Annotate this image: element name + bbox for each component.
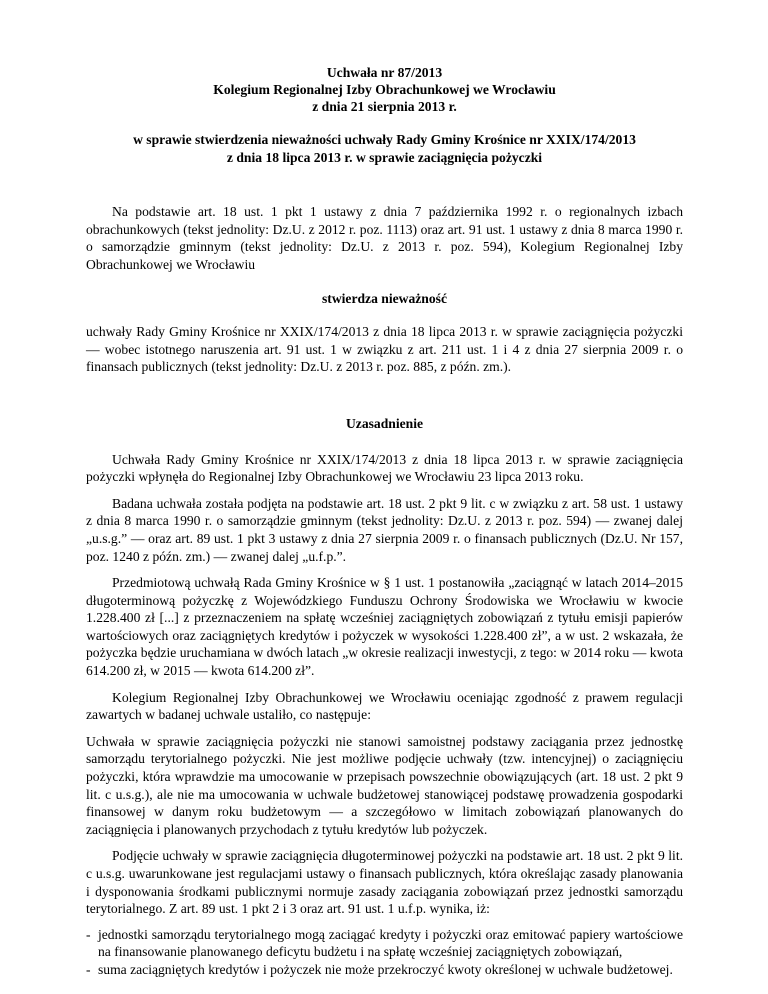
- legal-basis-paragraph: Na podstawie art. 18 ust. 1 pkt 1 ustawy z dnia 7 października 1992 r. o regionalnych izbach obrachunkowych (tekst jednolity: Dz.U. z 2012 r. poz. 1113) oraz art. 91 ust. 1 ustawy z dnia 8 marca 1990 r. o samorządzie gminnym (tekst jednolity: Dz.U. z 2013 r. poz. 594), Kolegium Regionalnej Izby Obrachunkowej we Wrocławiu: [86, 204, 683, 272]
- subject-line-2: z dnia 18 lipca 2013 r. w sprawie zaciągnięcia pożyczki: [226, 149, 543, 165]
- list-marker: -: [86, 926, 91, 942]
- issuing-body: Kolegium Regionalnej Izby Obrachunkowej we Wrocławiu: [213, 82, 556, 97]
- list-item-text: suma zaciągniętych kredytów i pożyczek nie może przekroczyć kwoty określonej w uchwale budżetowej.: [98, 961, 673, 977]
- justification-paragraph: Kolegium Regionalnej Izby Obrachunkowej we Wrocławiu oceniając zgodność z prawem regulacji zawartych w badanej uchwale ustaliło, co następuje:: [86, 689, 683, 723]
- list-item: [86, 926, 683, 961]
- resolution-date: z dnia 21 sierpnia 2013 r.: [312, 99, 457, 114]
- verdict-body-paragraph: uchwały Rady Gminy Krośnice nr XXIX/174/2013 z dnia 18 lipca 2013 r. w sprawie zaciągnięcia pożyczki — wobec istotnego naruszenia art. 91 ust. 1 w związku z art. 211 ust. 1 i 4 z dnia 27 sierpnia 2009 r. o finansach publicznych (tekst jednolity: Dz.U. z 2013 r. poz. 885, z późn. zm.).: [86, 324, 683, 375]
- justification-paragraph: Przedmiotową uchwałą Rada Gminy Krośnice w § 1 ust. 1 postanowiła „zaciągnąć w latach 2014–2015 długoterminową pożyczkę z Wojewódzkiego Funduszu Ochrony Środowiska we Wrocławiu w kwocie 1.228.400 zł [...] z przeznaczeniem na spłatę wcześniej zaciągniętych zobowiązań z tytułu emisji papierów wartościowych oraz zaciągniętych kredytów i pożyczek w wysokości 1.228.400 zł”, a w ust. 2 wskazała, że pożyczka będzie uruchamiana w dwóch latach „w okresie realizacji inwestycji, z tego: w 2014 roku — kwota 614.200 zł, w 2015 — kwota 614.200 zł”.: [86, 575, 683, 679]
- verdict-heading: stwierdza nieważność: [322, 290, 447, 306]
- list-marker: -: [86, 961, 91, 977]
- justification-paragraph: Podjęcie uchwały w sprawie zaciągnięcia długoterminowej pożyczki na podstawie art. 18 ust. 2 pkt 9 lit. c u.s.g. uwarunkowane jest regulacjami ustawy o finansach publicznych, która określając zasady planowania i dysponowania środkami publicznymi normuje zasady zaciągania zobowiązań przez jednostki samorządu terytorialnego. Z art. 89 ust. 1 pkt 2 i 3 oraz art. 91 ust. 1 u.f.p. wynika, iż:: [86, 848, 683, 917]
- resolution-subject: [86, 131, 683, 166]
- justification-paragraph: Uchwała w sprawie zaciągnięcia pożyczki nie stanowi samoistnej podstawy zaciągania przez jednostkę samorządu terytorialnego pożyczki. Nie jest możliwe podjęcie uchwały (tzw. intencyjnej) o zaciągnięciu pożyczki, która wprawdzie ma umocowanie w przepisach powszechnie obowiązujących (art. 18 ust. 2 pkt 9 lit. c u.s.g.), ale nie ma umocowania w uchwale budżetowej stanowiącej podstawę prowadzenia gospodarki finansowej w danym roku budżetowym — a szczegółowo w limitach zobowiązań planowanych do zaciągnięcia i planowanych przychodach z tytułu kredytów lub pożyczek.: [86, 733, 683, 837]
- justification-title: Uzasadnienie: [345, 415, 424, 431]
- justification-paragraph: Badana uchwała została podjęta na podstawie art. 18 ust. 2 pkt 9 lit. c w związku z art. 58 ust. 1 ustawy z dnia 8 marca 1990 r. o samorządzie gminnym (tekst jednolity: Dz.U. z 2013 r. poz. 594) — zwanej dalej „u.s.g.” — oraz art. 89 ust. 1 pkt 3 ustawy z dnia 27 sierpnia 2009 r. o finansach publicznych (Dz.U. Nr 157, poz. 1240 z późn. zm.) — zwanej dalej „u.f.p.”.: [86, 495, 683, 564]
- list-item-text: jednostki samorządu terytorialnego mogą zaciągać kredyty i pożyczki oraz emitować papiery wartościowe na finansowanie planowanego deficytu budżetu i na spłatę wcześniej zaciągniętych zobowiązań,: [98, 926, 683, 960]
- subject-line-1: w sprawie stwierdzenia nieważności uchwały Rady Gminy Krośnice nr XXIX/174/2013: [133, 132, 636, 147]
- resolution-number: Uchwała nr 87/2013: [326, 65, 443, 80]
- resolution-header: [86, 64, 683, 115]
- justification-paragraph: Uchwała Rady Gminy Krośnice nr XXIX/174/2013 z dnia 18 lipca 2013 r. w sprawie zaciągnięcia pożyczki wpłynęła do Regionalnej Izby Obrachunkowej we Wrocławiu 23 lipca 2013 roku.: [86, 451, 683, 485]
- list-item: [86, 961, 683, 979]
- conditions-list: [86, 926, 683, 979]
